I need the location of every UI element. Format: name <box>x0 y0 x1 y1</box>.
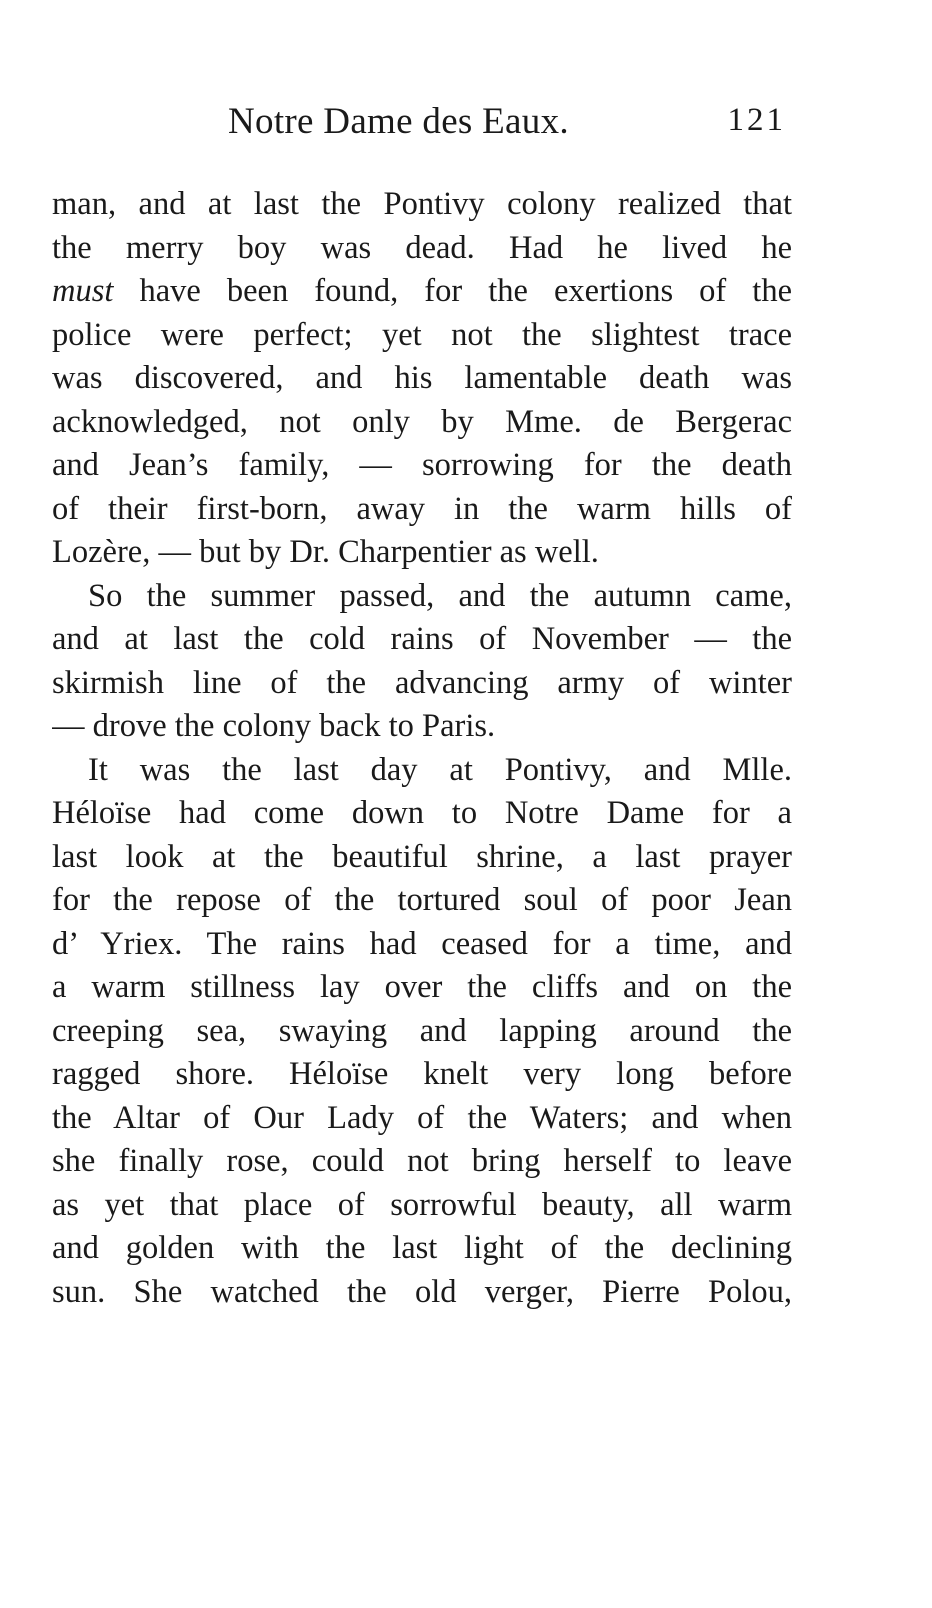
running-title: Notre Dame des Eaux. <box>228 101 569 142</box>
text-line: man, and at last the Pontivy colony realized that <box>52 186 792 222</box>
text-line: sun. She watched the old verger, Pierre Polou, <box>52 1273 792 1310</box>
text-line <box>52 270 792 314</box>
text-line: the Altar of Our Lady of the Waters; and when <box>52 1099 792 1136</box>
text-fragment: have been found, for the exertions of the <box>113 273 792 309</box>
paragraph-2 <box>52 575 792 749</box>
paragraph-3 <box>52 749 792 1315</box>
text-line: and Jean’s family, — sorrowing for the death <box>52 447 792 483</box>
text-line: So the summer passed, and the autumn came, <box>88 577 792 614</box>
text-line: Héloïse had come down to Notre Dame for a <box>52 795 792 831</box>
text-line: was discovered, and his lamentable death was <box>52 360 792 396</box>
text-line: acknowledged, not only by Mme. de Bergerac <box>52 403 792 440</box>
text-line: skirmish line of the advancing army of winter <box>52 664 792 701</box>
text-line: and golden with the last light of the declining <box>52 1230 792 1266</box>
page-number: 121 <box>727 102 786 138</box>
body-text <box>52 183 792 1314</box>
text-line: as yet that place of sorrowful beauty, all warm <box>52 1186 792 1223</box>
running-header <box>52 100 792 150</box>
text-line: and at last the cold rains of November — the <box>52 621 792 657</box>
text-line: Lozère, — but by Dr. Charpentier as well. <box>52 534 599 570</box>
paragraph-1 <box>52 183 792 575</box>
text-line: a warm stillness lay over the cliffs and on the <box>52 969 792 1005</box>
text-line: of their first-born, away in the warm hills of <box>52 490 792 527</box>
emphasis-text: must <box>52 273 114 309</box>
text-line: creeping sea, swaying and lapping around the <box>52 1012 792 1049</box>
text-line: she finally rose, could not bring herself to leave <box>52 1143 792 1179</box>
text-line: the merry boy was dead. Had he lived he <box>52 229 792 266</box>
text-line: d’ Yriex. The rains had ceased for a time, and <box>52 925 792 962</box>
text-line: police were perfect; yet not the slightest trace <box>52 316 792 353</box>
text-line: It was the last day at Pontivy, and Mlle. <box>88 751 792 788</box>
text-line: ragged shore. Héloïse knelt very long before <box>52 1056 792 1092</box>
text-line: — drove the colony back to Paris. <box>52 708 496 744</box>
text-line: for the repose of the tortured soul of poor Jean <box>52 882 792 918</box>
text-line: last look at the beautiful shrine, a last prayer <box>52 838 792 875</box>
